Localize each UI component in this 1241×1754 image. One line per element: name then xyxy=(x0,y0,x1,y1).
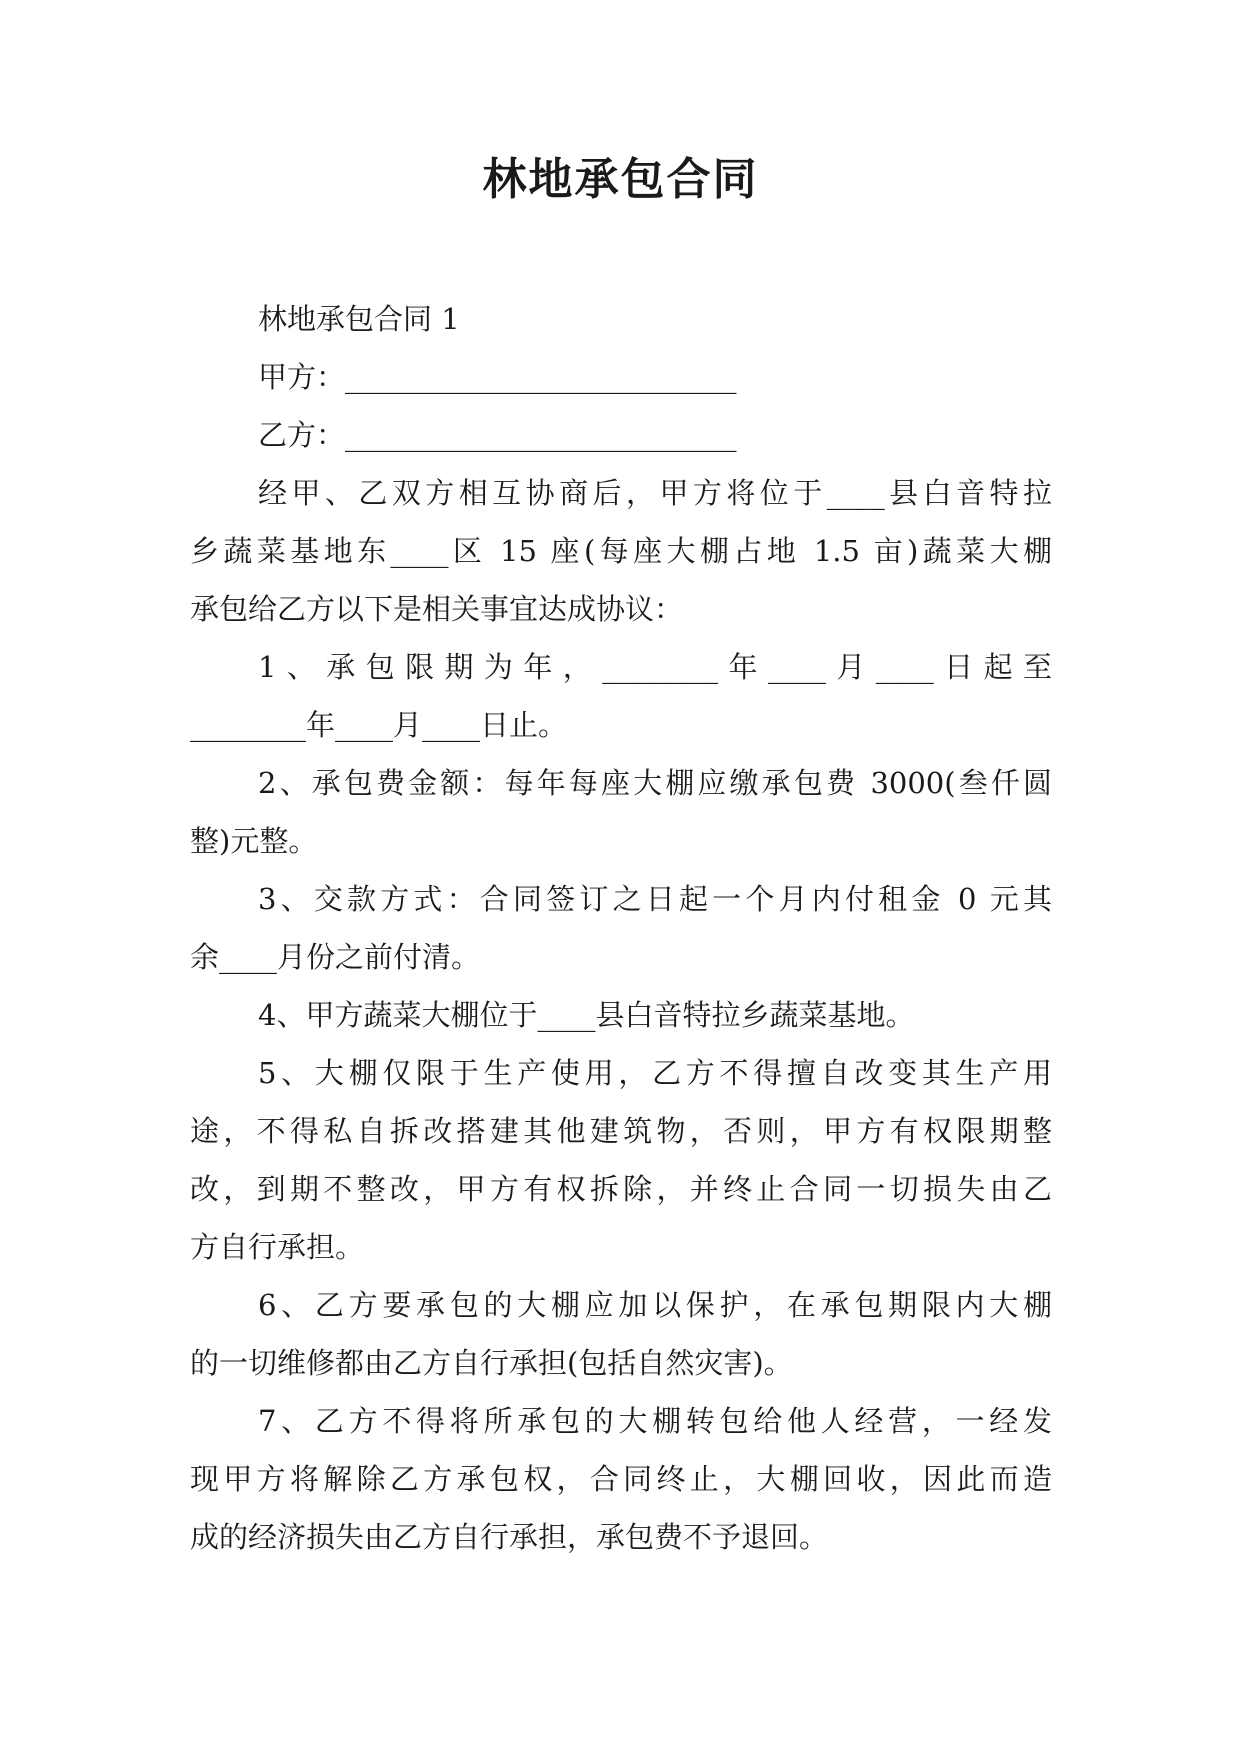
text-line: 2、承包费金额：每年每座大棚应缴承包费 3000(叁仟圆 xyxy=(258,766,1052,800)
text-line: 6、乙方要承包的大棚应加以保护，在承包期限内大棚 xyxy=(258,1288,1052,1322)
text-line: 余____月份之前付清。 xyxy=(190,940,481,974)
text-line: 方自行承担。 xyxy=(190,1230,365,1264)
text-line: 5、大棚仅限于生产使用，乙方不得擅自改变其生产用 xyxy=(258,1056,1052,1090)
text-line: 经甲、乙双方相互协商后，甲方将位于____县白音特拉 xyxy=(258,476,1052,510)
text-line: 3、交款方式：合同签订之日起一个月内付租金 0 元其 xyxy=(258,882,1052,916)
text-line: 途，不得私自拆改搭建其他建筑物，否则，甲方有权限期整 xyxy=(190,1114,1052,1148)
text-line: 改，到期不整改，甲方有权拆除，并终止合同一切损失由乙 xyxy=(190,1172,1052,1206)
text-line: 7、乙方不得将所承包的大棚转包给他人经营，一经发 xyxy=(258,1404,1052,1438)
text-line: 现甲方将解除乙方承包权，合同终止，大棚回收，因此而造 xyxy=(190,1462,1052,1496)
text-line: 乡蔬菜基地东____区 15 座(每座大棚占地 1.5 亩)蔬菜大棚 xyxy=(190,534,1052,568)
text-line: ________年____月____日止。 xyxy=(190,708,568,742)
text-line: 林地承包合同 1 xyxy=(258,302,460,336)
text-line: 成的经济损失由乙方自行承担，承包费不予退回。 xyxy=(190,1520,829,1554)
text-line: 4、甲方蔬菜大棚位于____县白音特拉乡蔬菜基地。 xyxy=(258,998,915,1032)
text-line: 1、承包限期为年，________年____月____日起至 xyxy=(258,650,1052,684)
text-line: 整)元整。 xyxy=(190,824,318,858)
document-body xyxy=(190,290,1052,1566)
document-title: 林地承包合同 xyxy=(482,154,759,205)
text-line: 的一切维修都由乙方自行承担(包括自然灾害)。 xyxy=(190,1346,793,1380)
text-line: 乙方：___________________________ xyxy=(258,418,737,452)
text-line: 承包给乙方以下是相关事宜达成协议： xyxy=(190,592,684,626)
text-line: 甲方：___________________________ xyxy=(258,360,737,394)
